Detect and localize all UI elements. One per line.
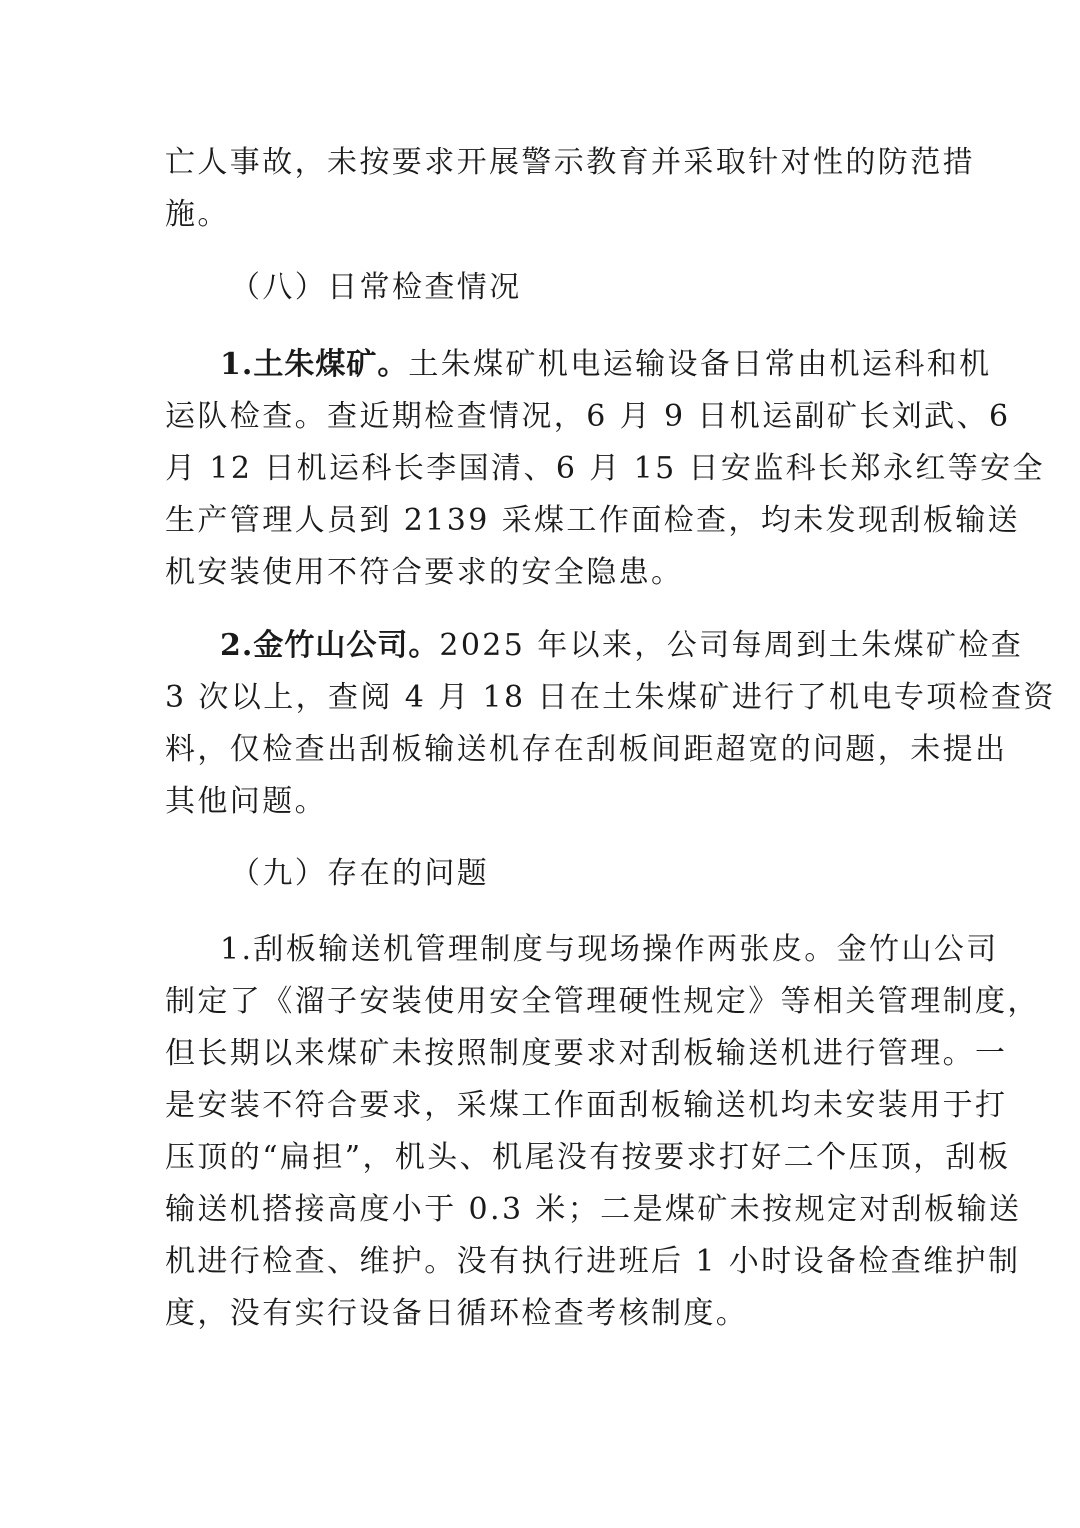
paragraph-line: 但长期以来煤矿未按照制度要求对刮板输送机进行管理。一 <box>165 1036 1008 1071</box>
paragraph-line: 其他问题。 <box>165 784 327 819</box>
paragraph-line: 生产管理人员到 2139 采煤工作面检查，均未发现刮板输送 <box>165 503 1021 538</box>
paragraph-line: 制定了《溜子安装使用安全管理硬性规定》等相关管理制度， <box>165 984 1040 1019</box>
paragraph-line: 月 12 日机运科长李国清、6 月 15 日安监科长郑永红等安全 <box>165 451 1045 486</box>
paragraph-text: 2025 年以来，公司每周到土朱煤矿检查 <box>439 628 1024 663</box>
paragraph-line: 压顶的“扁担”，机头、机尾没有按要求打好二个压顶，刮板 <box>165 1140 1011 1175</box>
paragraph-line: 施。 <box>165 197 230 232</box>
paragraph-text: 土朱煤矿机电运输设备日常由机运科和机 <box>408 347 992 382</box>
paragraph-line: 运队检查。查近期检查情况，6 月 9 日机运副矿长刘武、6 <box>165 399 1011 434</box>
paragraph-line: 度，没有实行设备日循环检查考核制度。 <box>165 1296 749 1331</box>
paragraph-line: 亡人事故，未按要求开展警示教育并采取针对性的防范措 <box>165 145 975 180</box>
item-runin-title: 2.金竹山公司。 <box>220 628 440 663</box>
paragraph-first-line: 1.刮板输送机管理制度与现场操作两张皮。金竹山公司 <box>220 932 999 967</box>
item-runin-title: 1.土朱煤矿。 <box>220 347 409 382</box>
paragraph-first-line <box>220 347 992 383</box>
paragraph-line: 输送机搭接高度小于 0.3 米；二是煤矿未按规定对刮板输送 <box>165 1192 1022 1227</box>
section-heading: （九）存在的问题 <box>230 856 490 891</box>
section-heading: （八）日常检查情况 <box>230 270 522 305</box>
paragraph-line: 3 次以上，查阅 4 月 18 日在土朱煤矿进行了机电专项检查资 <box>165 680 1056 715</box>
paragraph-line: 是安装不符合要求，采煤工作面刮板输送机均未安装用于打 <box>165 1088 1008 1123</box>
paragraph-line: 机进行检查、维护。没有执行进班后 1 小时设备检查维护制 <box>165 1244 1021 1279</box>
paragraph-line: 机安装使用不符合要求的安全隐患。 <box>165 555 684 590</box>
paragraph-first-line <box>220 628 1024 664</box>
paragraph-line: 料，仅检查出刮板输送机存在刮板间距超宽的问题，未提出 <box>165 732 1008 767</box>
